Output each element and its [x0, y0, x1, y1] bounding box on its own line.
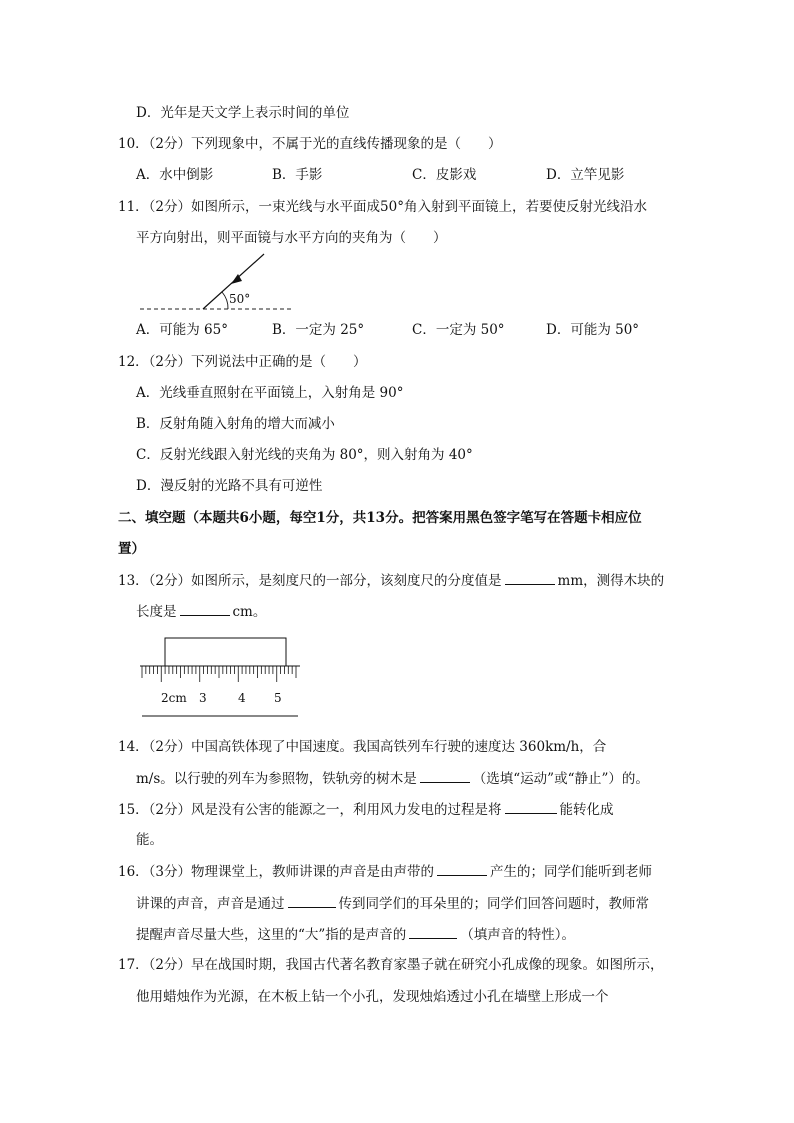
q16-line1 — [118, 861, 652, 882]
q13-ruler-label-2cm: 2cm — [161, 691, 187, 705]
q14-blank-relative-motion[interactable] — [420, 768, 470, 783]
q10-option-a: A．水中倒影 — [136, 167, 214, 183]
q12-option-a: A．光线垂直照射在平面镜上，入射角是 90° — [136, 385, 404, 401]
q13-ruler-label-4: 4 — [238, 691, 246, 705]
q14-line2 — [136, 768, 649, 789]
q16-line2 — [136, 893, 649, 914]
q11-angle-label: 50° — [229, 292, 251, 306]
q16-line2-part2: 传到同学们的耳朵里的；同学们回答问题时，教师常 — [338, 896, 649, 912]
q11-stem-line1: 11．（2分）如图所示，一束光线与水平面成50°角入射到平面镜上，若要使反射光线沿水 — [118, 199, 647, 215]
q13-stem-line2-part1: 长度是 — [136, 604, 177, 620]
q17-line1: 17．（2分）早在战国时期，我国古代著名教育家墨子就在研究小孔成像的现象。如图所示， — [118, 957, 664, 973]
q12-option-b: B．反射角随入射角的增大而减小 — [136, 416, 335, 432]
q11-angle-arc — [222, 292, 228, 309]
q11-option-a: A．可能为 65° — [136, 322, 228, 338]
q10-option-d: D．立竿见影 — [546, 167, 625, 183]
q13-stem-line1 — [118, 570, 664, 591]
q11-option-d: D．可能为 50° — [546, 322, 640, 338]
q13-blank-length[interactable] — [180, 601, 230, 616]
q14-line1: 14．（2分）中国高铁体现了中国速度。我国高铁列车行驶的速度达 360km/h，合 — [118, 739, 607, 755]
q9-option-d: D．光年是天文学上表示时间的单位 — [136, 105, 350, 121]
q13-blank-division[interactable] — [505, 570, 555, 585]
q13-wood-block — [165, 638, 286, 666]
q15-line2: 能。 — [136, 832, 163, 848]
q16-line1-part2: 产生的；同学们能听到老师 — [490, 864, 653, 880]
section2-heading-line1: 二、填空题（本题共6小题，每空1分，共13分。把答案用黑色签字笔写在答题卡相应位 — [118, 510, 642, 526]
q13-stem-part1: 13．（2分）如图所示，是刻度尺的一部分，该刻度尺的分度值是 — [118, 573, 502, 589]
q12-stem: 12．（2分）下列说法中正确的是（ ） — [118, 354, 367, 370]
q11-option-c: C．一定为 50° — [412, 322, 505, 338]
q16-blank-medium[interactable] — [288, 893, 336, 908]
q16-line1-part1: 16．（3分）物理课堂上，教师讲课的声音是由声带的 — [118, 864, 435, 880]
q14-line2-part1: m/s。以行驶的列车为参照物，铁轨旁的树木是 — [136, 771, 417, 787]
q10-option-c: C．皮影戏 — [412, 167, 477, 183]
q16-line3 — [136, 924, 575, 945]
q12-option-c: C．反射光线跟入射光线的夹角为 80°，则入射角为 40° — [136, 447, 473, 463]
q16-line3-part1: 提醒声音尽量大些，这里的“大”指的是声音的 — [136, 927, 407, 943]
q16-line3-part2: （填声音的特性）。 — [460, 927, 576, 943]
q16-blank-sound-property[interactable] — [409, 924, 457, 939]
q11-stem-line2: 平方向射出，则平面镜与水平方向的夹角为（ ） — [136, 230, 447, 246]
q13-ruler-label-3: 3 — [199, 691, 207, 705]
q10-stem: 10．（2分）下列现象中，不属于光的直线传播现象的是（ ） — [118, 136, 502, 152]
q13-stem-part2: mm，测得木块的 — [557, 573, 665, 589]
section2-heading-line2: 置） — [118, 541, 145, 557]
q11-mirror-figure — [136, 250, 301, 316]
q13-ruler-figure — [136, 634, 306, 720]
q13-ruler-label-5: 5 — [274, 691, 282, 705]
q13-stem-line2 — [136, 601, 266, 622]
q13-ruler-ticks — [142, 666, 296, 682]
q13-stem-line2-part2: cm。 — [232, 604, 267, 620]
q15-line1-part1: 15．（2分）风是没有公害的能源之一，利用风力发电的过程是将 — [118, 802, 502, 818]
q16-line2-part1: 讲课的声音，声音是通过 — [136, 896, 285, 912]
q17-line2: 他用蜡烛作为光源，在木板上钻一个小孔，发现烛焰透过小孔在墙壁上形成一个 — [136, 989, 609, 1005]
q16-blank-vibration[interactable] — [437, 861, 487, 876]
q15-line1-part2: 能转化成 — [559, 802, 614, 818]
q15-line1 — [118, 799, 614, 820]
q11-option-b: B．一定为 25° — [272, 322, 365, 338]
q14-line2-part2: （选填“运动”或“静止”）的。 — [472, 771, 649, 787]
q12-option-d: D．漫反射的光路不具有可逆性 — [136, 478, 323, 494]
q10-option-b: B．手影 — [272, 167, 323, 183]
q15-blank-energy-type[interactable] — [505, 799, 557, 814]
